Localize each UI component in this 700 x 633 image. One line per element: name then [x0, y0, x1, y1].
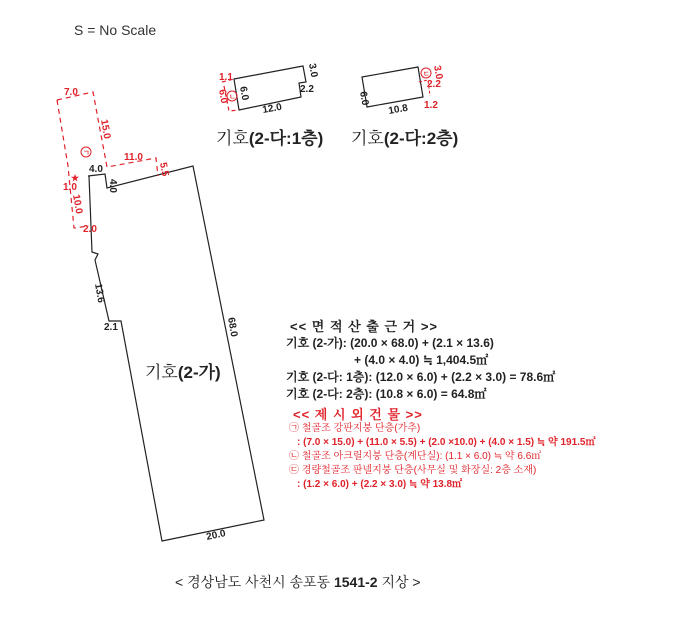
svg-text:2.2: 2.2	[300, 84, 314, 95]
svg-text:4.0: 4.0	[107, 179, 118, 193]
svg-text:10.8: 10.8	[387, 102, 409, 117]
svg-text:6.0: 6.0	[237, 85, 251, 102]
svg-text:★: ★	[71, 173, 80, 183]
excluded-building-line: : (7.0 × 15.0) + (11.0 × 5.5) + (2.0 ×10.0) + (4.0 × 1.5) ≒ 약 191.5㎡	[297, 437, 596, 448]
svg-text:2.2: 2.2	[427, 79, 441, 90]
area-calc-line: 기호 (2-다: 1층): (12.0 × 6.0) + (2.2 × 3.0) = 78.6㎡	[286, 370, 556, 384]
parcel-da1-label-prefix: 기호	[216, 129, 249, 148]
svg-text:10.0: 10.0	[70, 193, 85, 215]
svg-text:1.2: 1.2	[424, 100, 438, 111]
svg-text:ㄷ: ㄷ	[423, 71, 430, 78]
address-suffix: 지상 >	[377, 574, 421, 590]
svg-text:ㄴ: ㄴ	[229, 94, 236, 101]
svg-text:2.1: 2.1	[104, 322, 118, 333]
svg-text:5.5: 5.5	[157, 161, 171, 178]
svg-text:3.0: 3.0	[431, 64, 445, 81]
parcel-da2-label	[351, 124, 458, 149]
svg-text:7.0: 7.0	[64, 87, 78, 98]
svg-text:2.0: 2.0	[83, 224, 97, 235]
parcel-da2-outline	[362, 67, 423, 107]
scale-note: S = No Scale	[74, 22, 157, 38]
svg-text:6.0: 6.0	[216, 88, 230, 105]
svg-text:1.1: 1.1	[219, 72, 233, 83]
svg-text:4.0: 4.0	[89, 164, 103, 175]
parcel-main-label	[145, 358, 221, 383]
area-calc-line: + (4.0 × 4.0) ≒ 1,404.5㎡	[354, 353, 489, 367]
address-prefix: < 경상남도 사천시 송포동	[175, 574, 334, 590]
parcel-da2-label-prefix: 기호	[351, 129, 384, 148]
area-calc-line: 기호 (2-가): (20.0 × 68.0) + (2.1 × 13.6)	[286, 336, 494, 350]
area-calculation-header: << 면 적 산 출 근 거 >>	[290, 319, 438, 334]
svg-text:13.6: 13.6	[92, 282, 107, 304]
site-address-caption	[175, 572, 421, 592]
parcel-main-label-id: (2-가)	[177, 363, 221, 382]
area-calculation-block	[286, 318, 555, 403]
svg-text:12.0: 12.0	[261, 101, 283, 116]
address-lot-number: 1541-2	[333, 574, 378, 590]
svg-text:1.0: 1.0	[63, 182, 77, 193]
svg-text:68.0: 68.0	[225, 316, 240, 338]
area-calc-line: 기호 (2-다: 2층): (10.8 × 6.0) = 64.8㎡	[286, 387, 487, 401]
svg-text:11.0: 11.0	[124, 152, 143, 163]
excluded-buildings-block	[289, 408, 596, 492]
parcel-da1-label-id: (2-다:1층)	[248, 129, 324, 148]
svg-text:15.0: 15.0	[98, 118, 113, 140]
parcel-main-label-prefix: 기호	[145, 363, 178, 382]
svg-text:ㄱ: ㄱ	[83, 150, 90, 157]
annex-b-dimensions	[216, 72, 237, 105]
svg-text:6.0: 6.0	[357, 90, 371, 107]
parcel-da2-label-id: (2-다:2층)	[383, 129, 459, 148]
parcel-main-outline	[88, 166, 264, 541]
annex-a-dimensions	[63, 87, 170, 235]
excluded-buildings-header: << 제 시 외 건 물 >>	[293, 407, 423, 422]
parcel-da1-label	[216, 124, 323, 149]
parcel-main-dimensions	[89, 161, 240, 543]
excluded-building-line: : (1.2 × 6.0) + (2.2 × 3.0) ≒ 약 13.8㎡	[297, 479, 463, 490]
svg-text:3.0: 3.0	[306, 62, 320, 79]
excluded-building-line: ㉠ 철골조 강판지붕 단층(가추)	[289, 423, 421, 434]
excluded-building-line: ㉢ 경량철골조 판넬지붕 단층(사무실 및 화장실: 2층 소재)	[289, 465, 537, 476]
svg-text:20.0: 20.0	[205, 528, 227, 543]
excluded-building-line: ㉡ 철골조 아크릴지붕 단층(계단실): (1.1 × 6.0) ≒ 약 6.6㎡	[289, 451, 542, 462]
annex-c-dimensions	[419, 65, 444, 111]
